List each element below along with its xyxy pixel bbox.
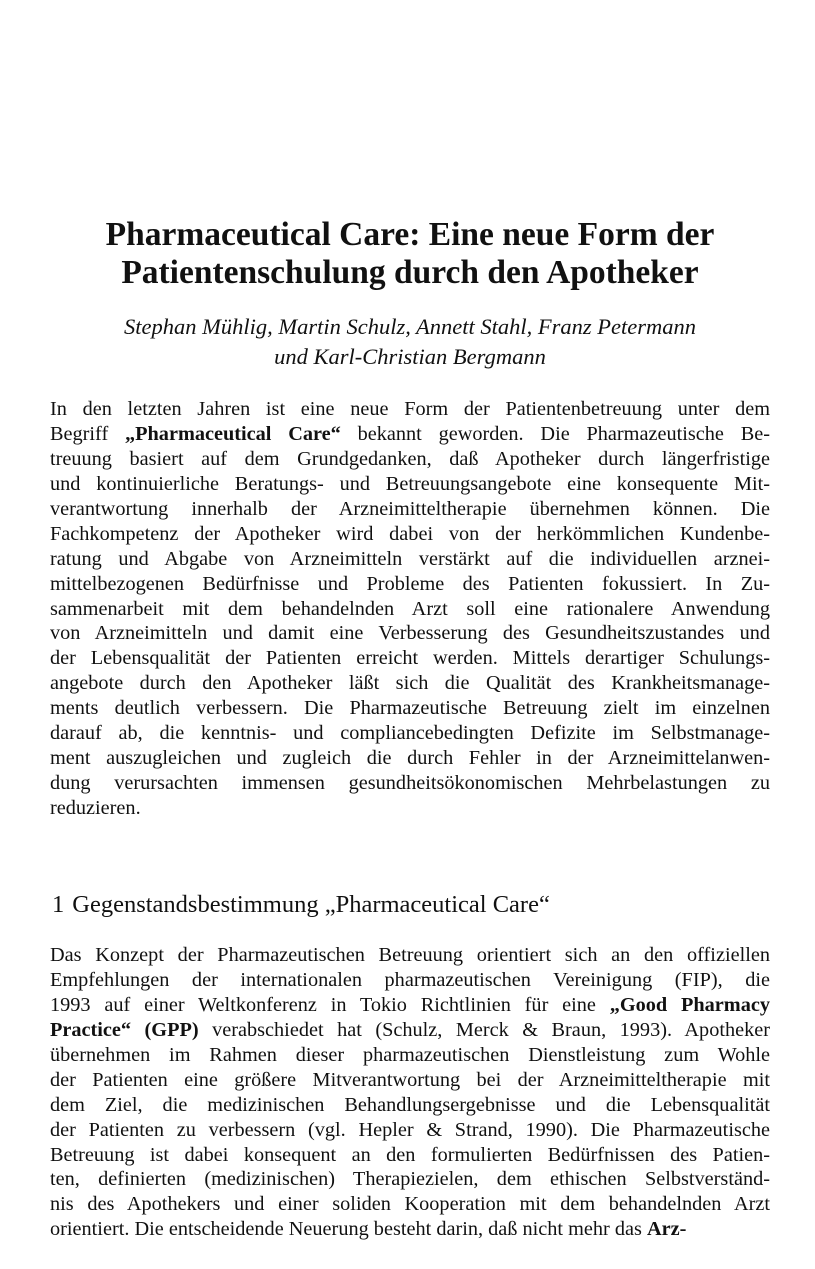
text-line: mittelbezogenen Bedürfnisse und Probleme des Patienten fokussiert. In Zu- [50,572,770,595]
text-line: verantwortung innerhalb der Arzneimitteltherapie übernehmen können. Die [50,497,770,520]
text-line: In den letzten Jahren ist eine neue Form der Patientenbetreuung unter dem [50,398,770,420]
abstract-paragraph [50,397,770,821]
text-segment: orientiert. Die entscheidende Neuerung besteht darin, daß nicht mehr das [50,1218,647,1241]
text-line [50,993,770,1018]
text-segment: Begriff [50,422,125,445]
title-line-1: Pharmaceutical Care: Eine neue Form der [105,216,715,253]
section-heading [52,890,558,920]
text-segment: 1993 auf einer Weltkonferenz in Tokio Richtlinien für eine [50,993,610,1016]
text-segment: verabschiedet hat (Schulz, Merck & Braun, 1993). Apotheker [198,1018,771,1041]
authors-line-2: und Karl-Christian Bergmann [274,344,546,369]
text-line: und kontinuierliche Beratungs- und Betreuungsangebote eine konsequente Mit- [50,472,770,495]
text-line: der Lebensqualität der Patienten erreicht werden. Mittels derartiger Schulungs- [50,647,770,670]
text-line: treuung basiert auf dem Grundgedanken, daß Apotheker durch längerfristige [50,447,770,470]
bold-term: Arz- [646,1218,687,1241]
text-line: ments deutlich verbessern. Die Pharmazeutische Betreuung zielt im einzelnen [50,697,770,720]
section-1-paragraph [50,943,770,1242]
text-line: dung verursachten immensen gesundheitsökonomischen Mehrbelastungen zu [50,772,770,795]
section-heading-text: Gegenstandsbestimmung „Pharmaceutical Care“ [72,891,550,918]
text-line: der Patienten zu verbessern (vgl. Hepler & Strand, 1990). Die Pharmazeutische [50,1118,770,1141]
text-segment: bekannt geworden. Die Pharmazeutische Be- [340,422,770,445]
bold-term: „Pharmaceutical Care“ [125,422,341,445]
text-line: ratung und Abgabe von Arzneimitteln verstärkt auf die individuellen arznei- [50,547,770,570]
text-line: Empfehlungen der internationalen pharmazeutischen Vereinigung (FIP), die [50,968,770,991]
text-line: sammenarbeit mit dem behandelnden Arzt soll eine rationalere Anwendung [50,597,770,620]
text-line: Fachkompetenz der Apotheker wird dabei von der herkömmlichen Kundenbe- [50,522,770,545]
text-line: ment auszugleichen und zugleich die durch Fehler in der Arzneimittelanwen- [50,747,770,770]
text-line: darauf ab, die kenntnis- und compliancebedingten Defizite im Selbstmanage- [50,722,770,745]
text-line: nis des Apothekers und einer soliden Kooperation mit dem behandelnden Arzt [50,1193,770,1216]
text-line: von Arzneimitteln und damit eine Verbesserung des Gesundheitszustandes und [50,622,770,645]
text-line: Das Konzept der Pharmazeutischen Betreuung orientiert sich an den offiziellen [50,944,770,966]
text-line: übernehmen im Rahmen dieser pharmazeutischen Dienstleistung zum Wohle [50,1043,770,1066]
title-line-2: Patientenschulung durch den Apotheker [121,254,699,291]
text-line: dem Ziel, die medizinischen Behandlungsergebnisse und die Lebensqualität [50,1093,770,1116]
authors-line-1: Stephan Mühlig, Martin Schulz, Annett Stahl, Franz Petermann [123,314,697,339]
bold-term: Practice“ (GPP) [50,1018,199,1041]
bold-term: „Good Pharmacy [609,993,770,1016]
text-line [50,1018,770,1043]
article-title [40,216,780,292]
text-line [50,1217,770,1242]
text-line [50,422,770,447]
text-line: angebote durch den Apotheker läßt sich die Qualität des Krankheitsmanage- [50,672,770,695]
text-line: der Patienten eine größere Mitverantwortung bei der Arzneimitteltherapie mit [50,1068,770,1091]
author-list [40,312,780,372]
text-line: reduzieren. [50,797,141,819]
text-line: ten, definierten (medizinischen) Therapiezielen, dem ethischen Selbstverständ- [50,1168,770,1191]
section-number: 1 [52,891,65,918]
text-line: Betreuung ist dabei konsequent an den formulierten Bedürfnissen des Patien- [50,1143,770,1166]
